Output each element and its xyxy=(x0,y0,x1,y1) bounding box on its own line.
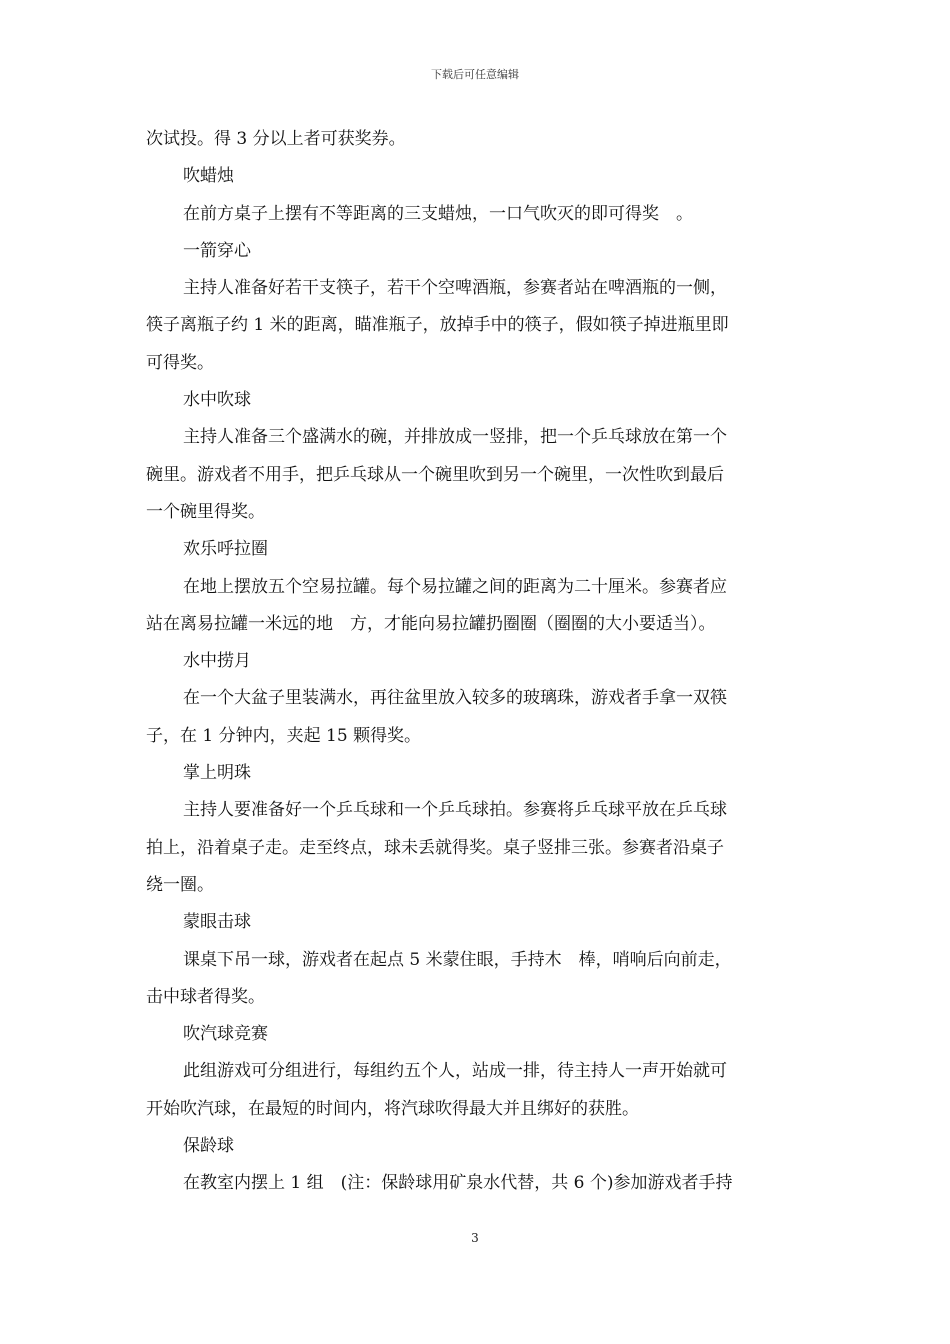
section-heading: 欢乐呼拉圈 xyxy=(183,539,268,560)
section-heading: 吹蜡烛 xyxy=(183,166,234,187)
page-number: 3 xyxy=(471,1231,479,1245)
section-heading: 保龄球 xyxy=(183,1136,234,1157)
paragraph-line: 在地上摆放五个空易拉罐。每个易拉罐之间的距离为二十厘米。参赛者应 xyxy=(183,576,727,597)
section-heading: 吹汽球竞赛 xyxy=(183,1024,268,1045)
paragraph-line: 筷子离瓶子约 1 米的距离，瞄准瓶子，放掉手中的筷子，假如筷子掉进瓶里即 xyxy=(146,315,729,336)
paragraph-line: 在教室内摆上 1 组 (注：保龄球用矿泉水代替，共 6 个)参加游戏者手持 xyxy=(183,1173,733,1194)
paragraph-line: 主持人准备好若干支筷子，若干个空啤酒瓶，参赛者站在啤酒瓶的一侧， xyxy=(183,278,727,299)
paragraph-line: 可得奖。 xyxy=(146,352,214,373)
paragraph-line: 子，在 1 分钟内，夹起 15 颗得奖。 xyxy=(146,725,422,746)
paragraph-line: 拍上，沿着桌子走。走至终点，球未丢就得奖。桌子竖排三张。参赛者沿桌子 xyxy=(146,837,724,858)
document-body xyxy=(146,121,810,1203)
paragraph-line: 主持人要准备好一个乒乓球和一个乒乓球拍。参赛将乒乓球平放在乒乓球 xyxy=(183,800,727,821)
paragraph-line: 在前方桌子上摆有不等距离的三支蜡烛，一口气吹灭的即可得奖 。 xyxy=(183,203,693,224)
paragraph-line: 主持人准备三个盛满水的碗，并排放成一竖排，把一个乒乓球放在第一个 xyxy=(183,427,727,448)
paragraph-line: 一个碗里得奖。 xyxy=(146,501,265,522)
paragraph-line: 次试投。得 3 分以上者可获奖券。 xyxy=(146,129,406,149)
paragraph-line: 碗里。游戏者不用手，把乒乓球从一个碗里吹到另一个碗里，一次性吹到最后 xyxy=(146,464,724,485)
paragraph-line: 击中球者得奖。 xyxy=(146,986,265,1007)
section-heading: 水中捞月 xyxy=(183,651,251,672)
paragraph-line: 在一个大盆子里装满水，再往盆里放入较多的玻璃珠，游戏者手拿一双筷 xyxy=(183,688,727,709)
page-header: 下载后可任意编辑 xyxy=(431,68,519,81)
section-heading: 蒙眼击球 xyxy=(183,912,251,933)
paragraph-line: 此组游戏可分组进行，每组约五个人，站成一排，待主持人一声开始就可 xyxy=(183,1061,727,1082)
paragraph-line: 站在离易拉罐一米远的地 方，才能向易拉罐扔圈圈（圈圈的大小要适当）。 xyxy=(146,613,716,634)
paragraph-line: 绕一圈。 xyxy=(146,874,214,895)
section-heading: 掌上明珠 xyxy=(183,763,251,784)
section-heading: 一箭穿心 xyxy=(183,240,251,261)
paragraph-line: 课桌下吊一球，游戏者在起点 5 米蒙住眼，手持木 棒，哨响后向前走， xyxy=(183,949,732,970)
section-heading: 水中吹球 xyxy=(183,390,251,411)
paragraph-line: 开始吹汽球，在最短的时间内，将汽球吹得最大并且绑好的获胜。 xyxy=(146,1098,639,1119)
